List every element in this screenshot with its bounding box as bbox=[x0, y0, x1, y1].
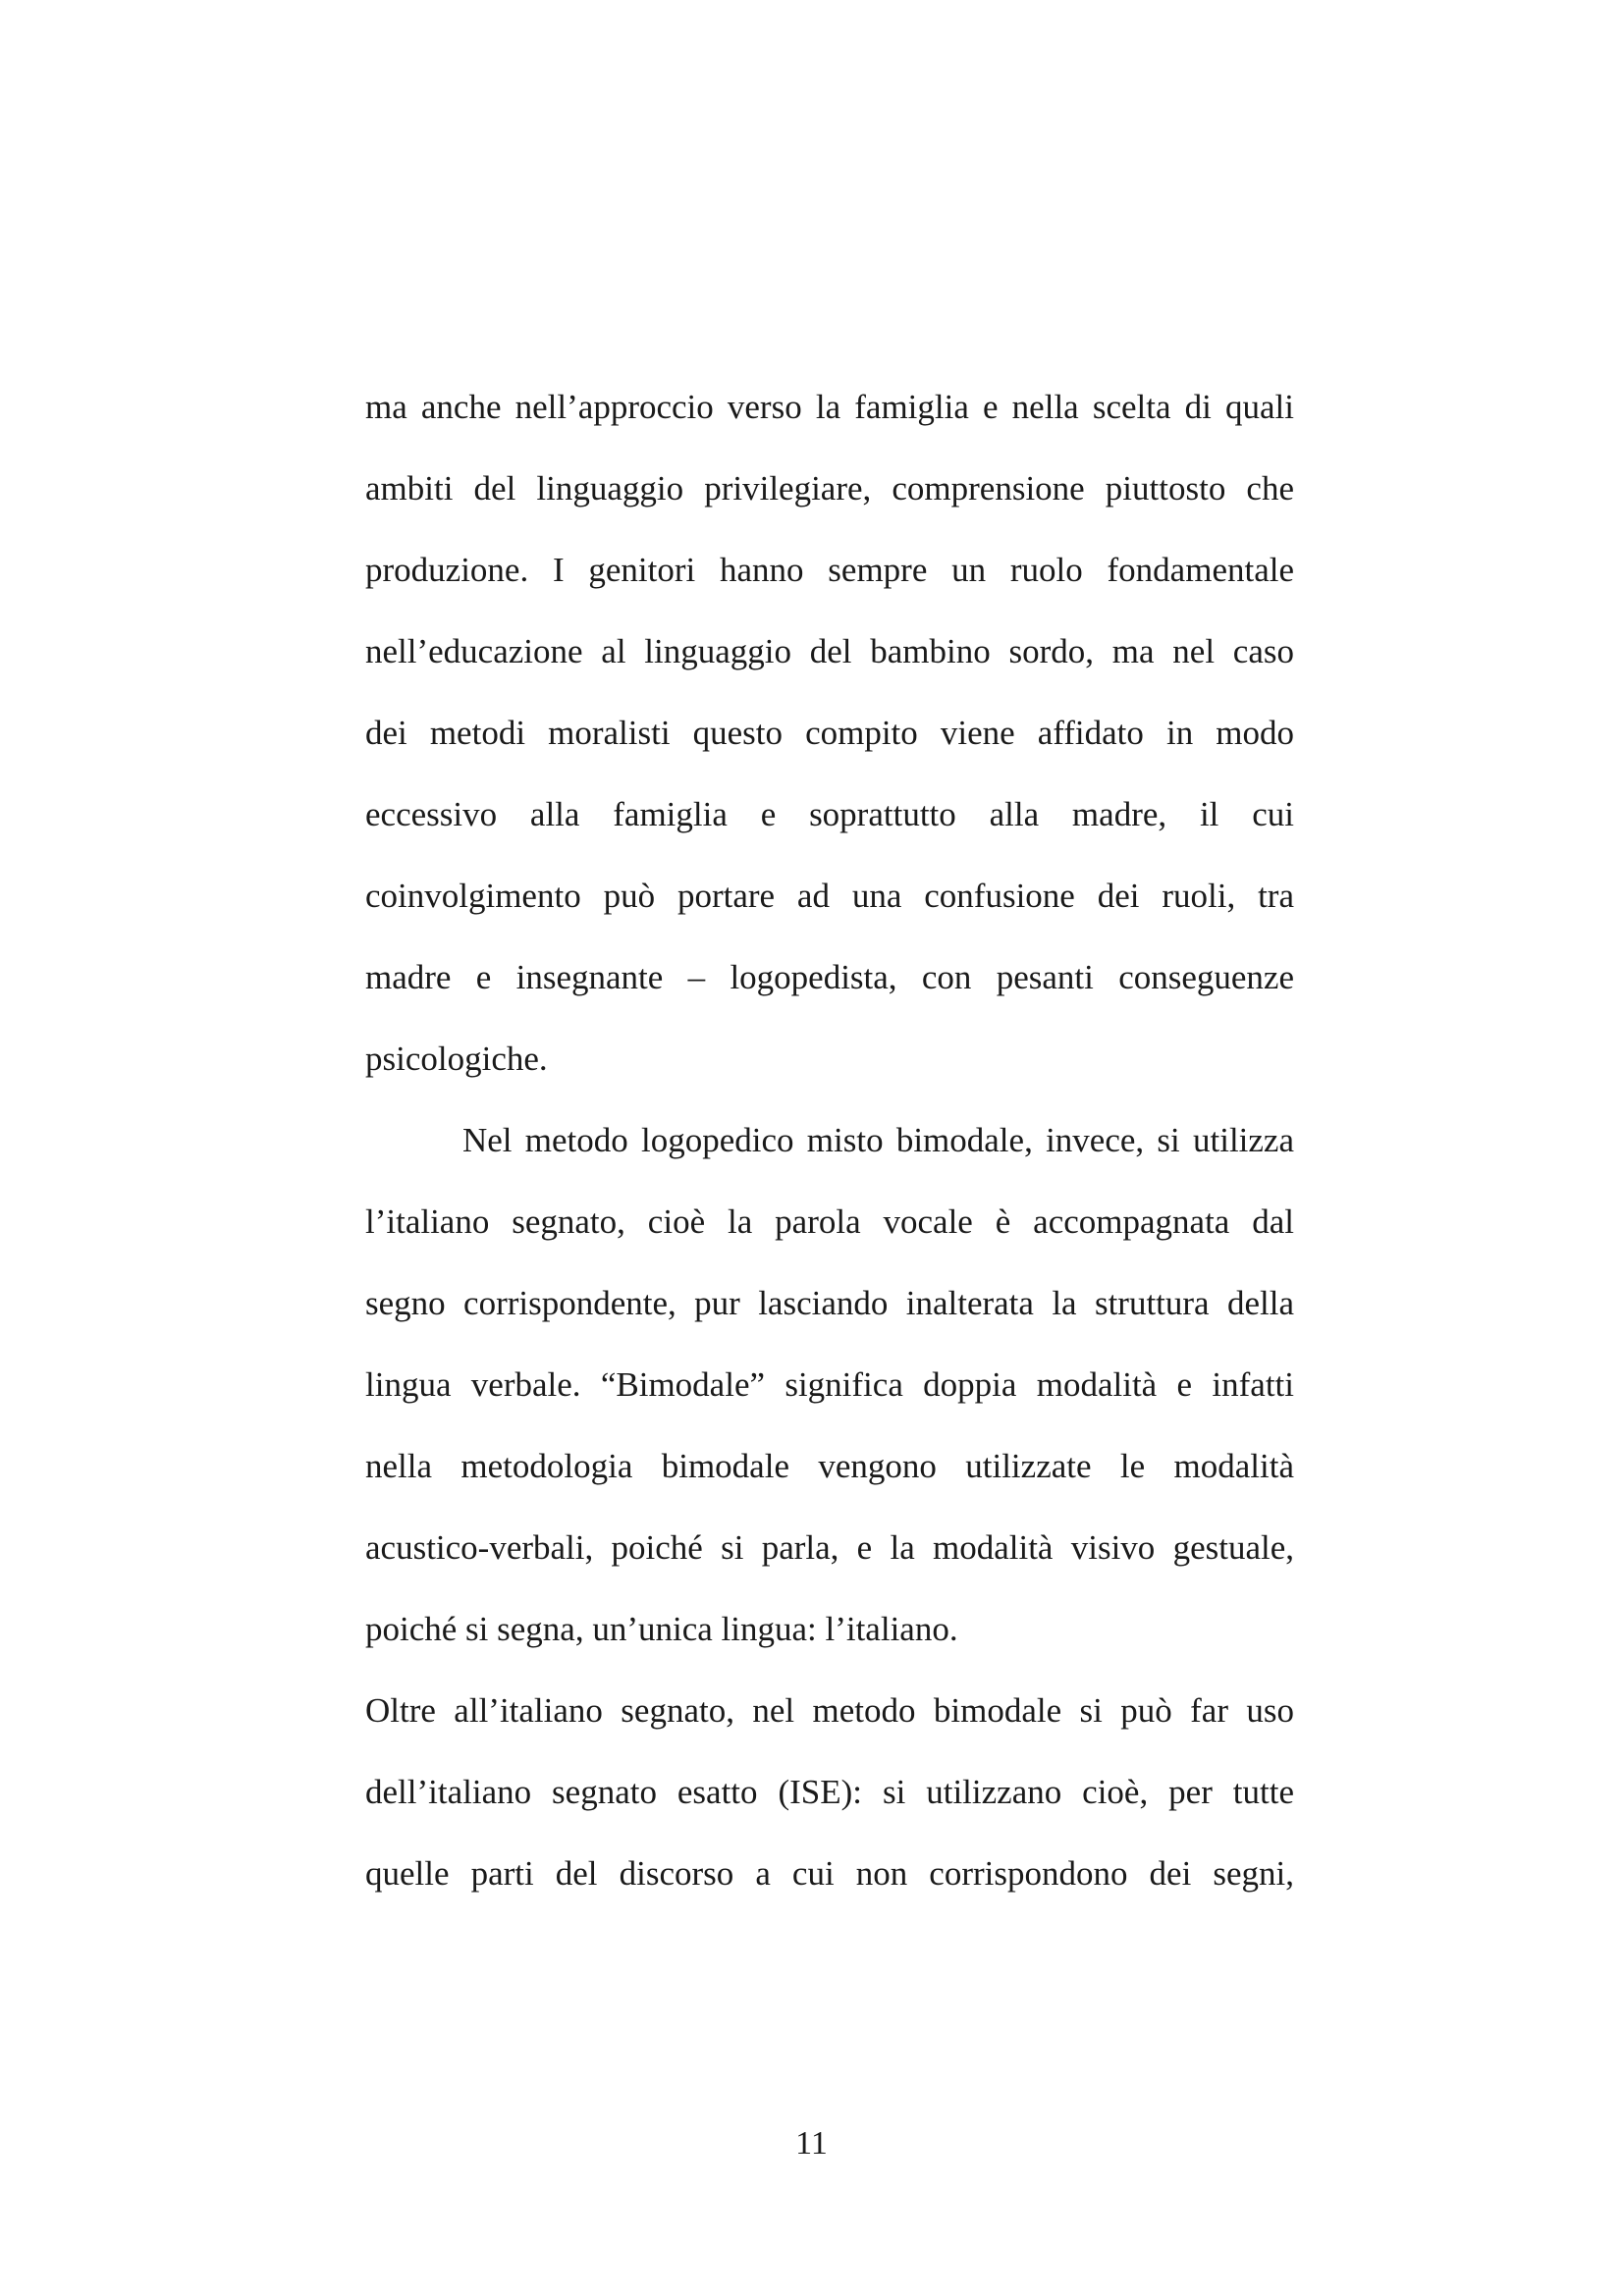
text-line: quelle parti del discorso a cui non corrispondono dei segni, bbox=[365, 1854, 1294, 1893]
text-line: dei metodi moralisti questo compito viene affidato in modo bbox=[365, 714, 1294, 752]
text-line: eccessivo alla famiglia e soprattutto alla madre, il cui bbox=[365, 795, 1294, 833]
text-line: segno corrispondente, pur lasciando inalterata la struttura della bbox=[365, 1284, 1294, 1322]
body-text bbox=[365, 379, 1294, 1927]
text-line: coinvolgimento può portare ad una confusione dei ruoli, tra bbox=[365, 877, 1294, 915]
text-line: madre e insegnante – logopedista, con pesanti conseguenze bbox=[365, 958, 1294, 996]
text-line: acustico-verbali, poiché si parla, e la modalità visivo gestuale, bbox=[365, 1528, 1294, 1567]
text-line: psicologiche. bbox=[365, 1040, 548, 1078]
text-line: dell’italiano segnato esatto (ISE): si utilizzano cioè, per tutte bbox=[365, 1773, 1294, 1811]
text-line: produzione. I genitori hanno sempre un ruolo fondamentale bbox=[365, 551, 1294, 589]
text-line: lingua verbale. “Bimodale” significa doppia modalità e infatti bbox=[365, 1365, 1294, 1404]
text-line: ambiti del linguaggio privilegiare, comprensione piuttosto che bbox=[365, 469, 1294, 507]
text-line: nell’educazione al linguaggio del bambino sordo, ma nel caso bbox=[365, 632, 1294, 670]
text-line: ma anche nell’approccio verso la famiglia e nella scelta di quali bbox=[365, 388, 1294, 426]
text-line: l’italiano segnato, cioè la parola vocale è accompagnata dal bbox=[365, 1202, 1294, 1241]
text-line: poiché si segna, un’unica lingua: l’italiano. bbox=[365, 1610, 958, 1648]
page-number: 11 bbox=[795, 2125, 828, 2162]
text-line: nella metodologia bimodale vengono utilizzate le modalità bbox=[365, 1447, 1294, 1485]
text-line: Nel metodo logopedico misto bimodale, invece, si utilizza bbox=[462, 1121, 1294, 1159]
text-line: Oltre all’italiano segnato, nel metodo bimodale si può far uso bbox=[365, 1691, 1294, 1730]
